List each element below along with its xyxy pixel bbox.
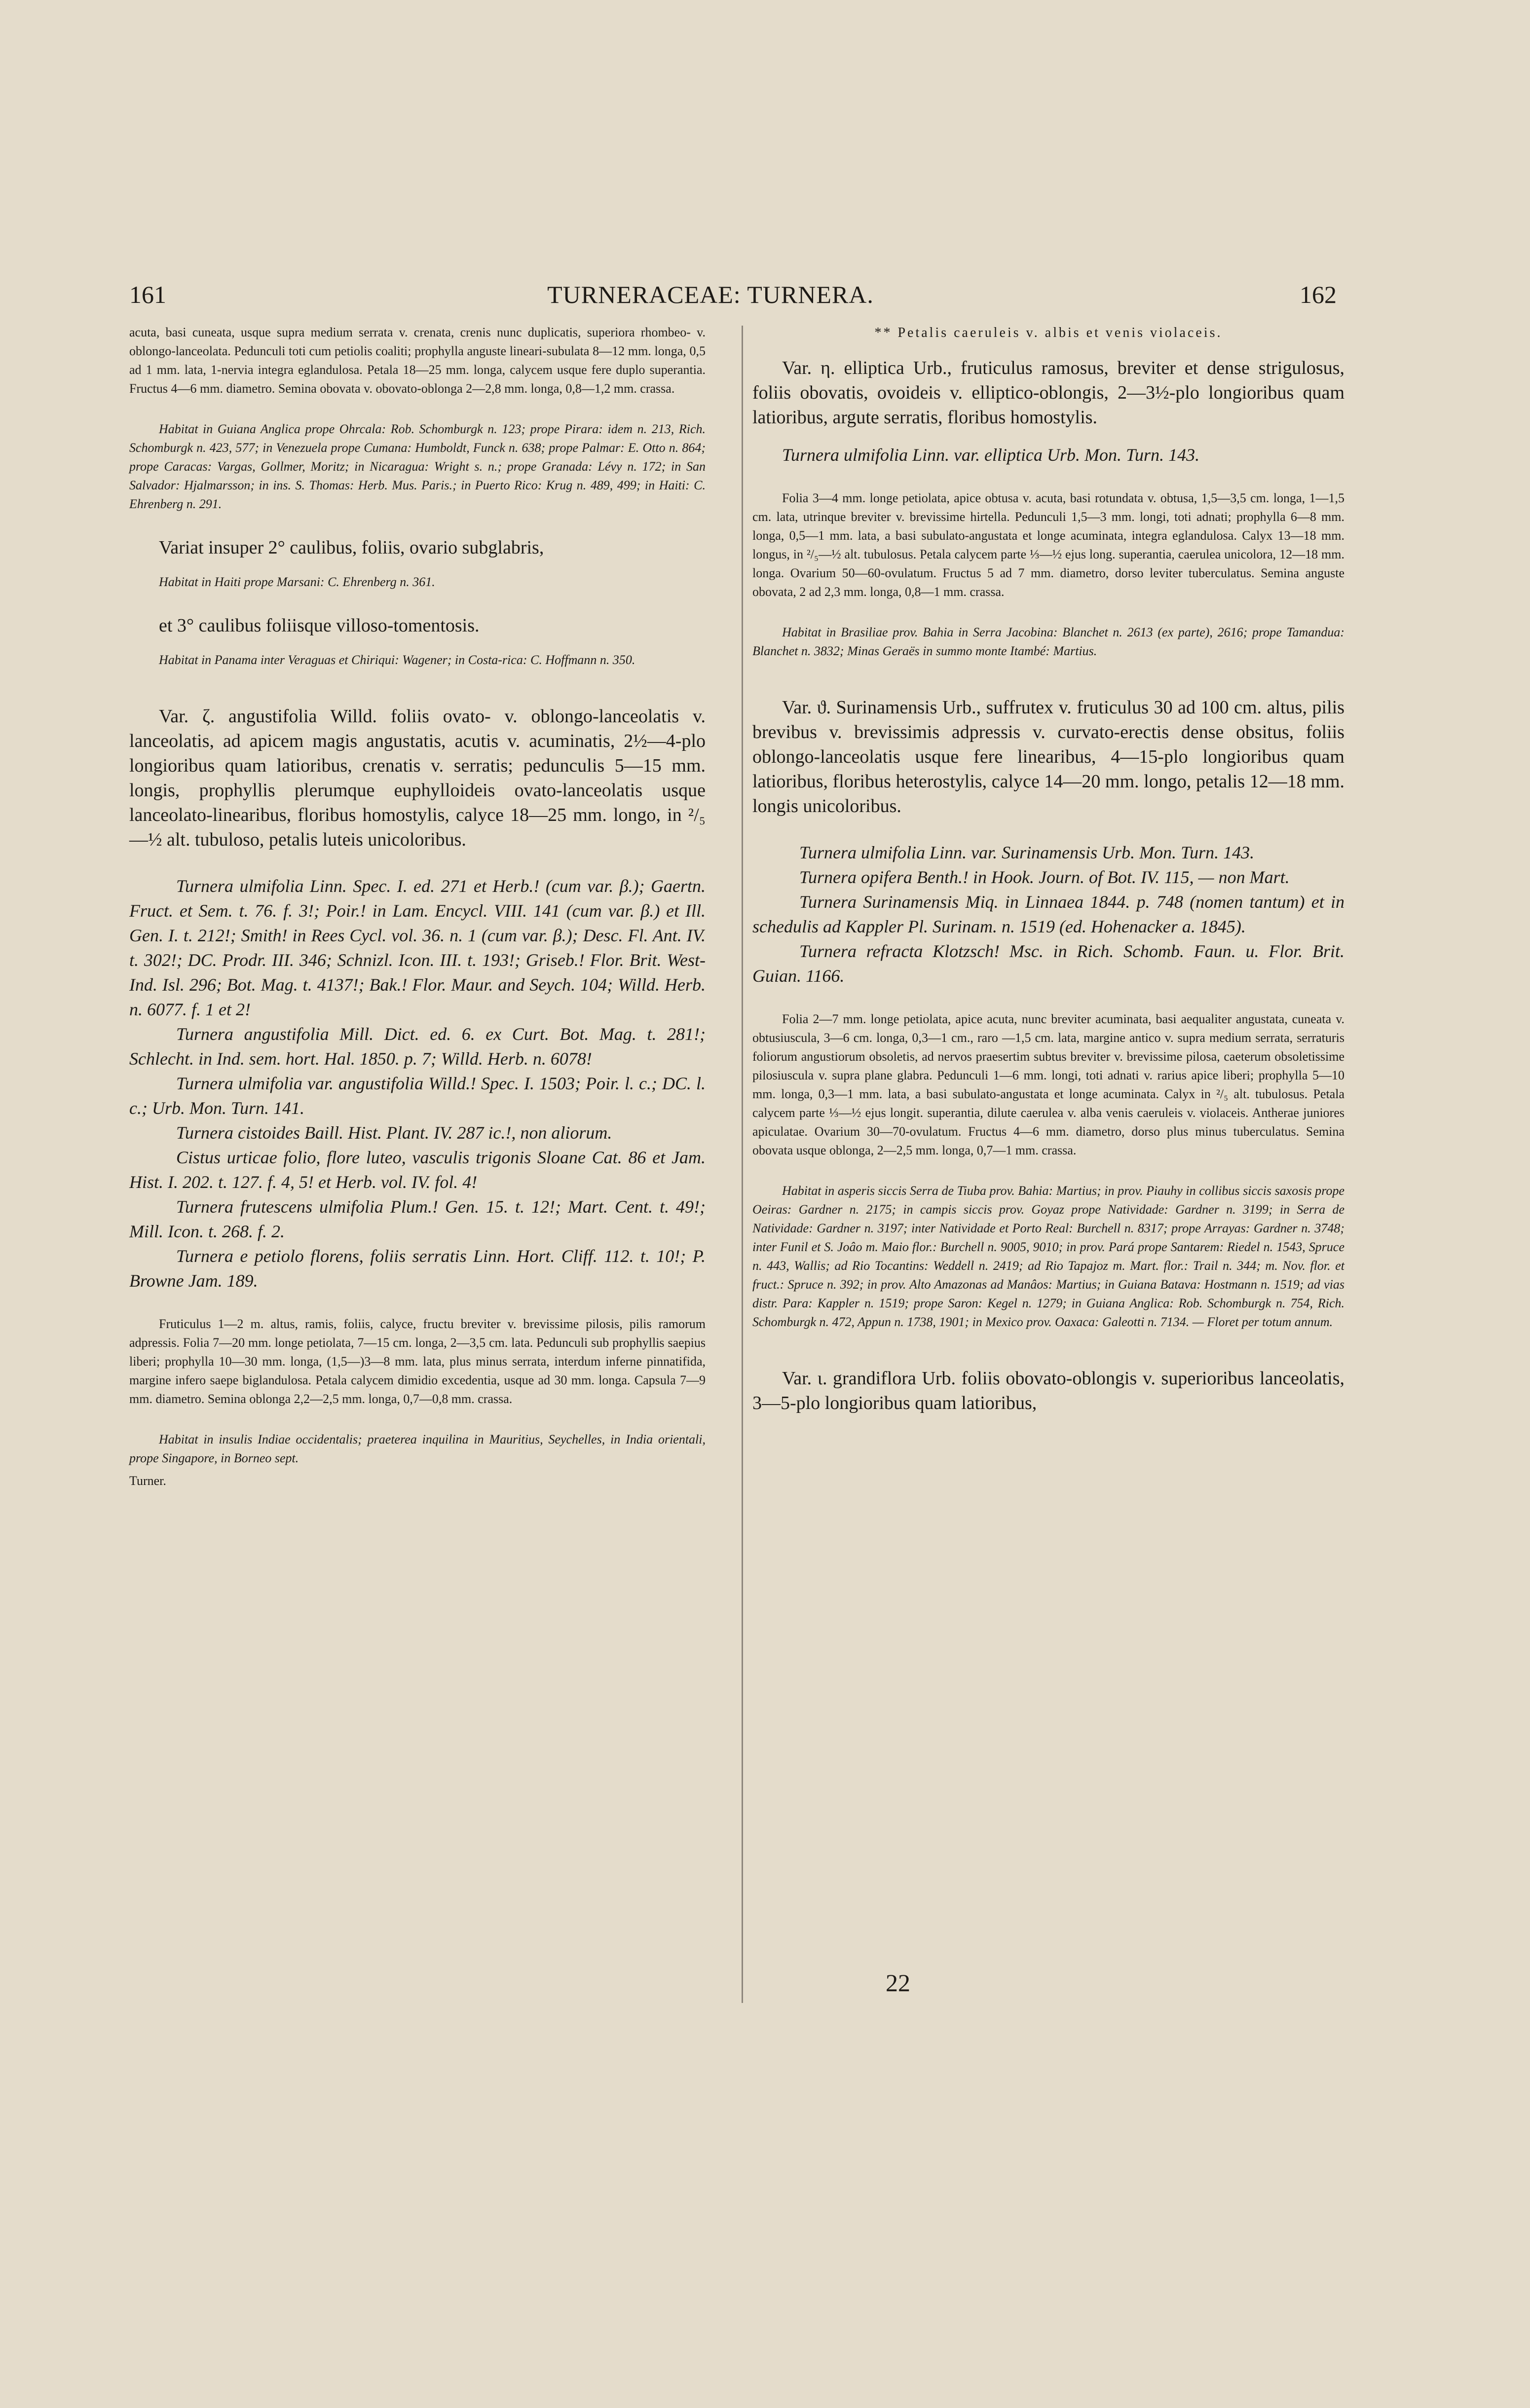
column-divider — [742, 326, 743, 2003]
synonym-reference: Turnera opifera Benth.! in Hook. Journ. of Bot. IV. 115, — non Mart. — [799, 867, 1290, 887]
variation-text: et 3° caulibus foliisque villoso-tomentosis. — [159, 615, 480, 636]
page-number-right: 162 — [1300, 281, 1337, 308]
synonym-reference: Turnera ulmifolia var. angustifolia Willd.! Spec. I. 1503; Poir. l. c.; DC. l. c.; Urb. Mon. Turn. 141. — [129, 1074, 706, 1118]
synonym-reference: Turnera ulmifolia Linn. var. elliptica Urb. Mon. Turn. 143. — [782, 445, 1200, 465]
synonym-reference: Turnera angustifolia Mill. Dict. ed. 6. ex Curt. Bot. Mag. t. 281!; Schlecht. in Ind. sem. hort. Hal. 1850. p. 7; Willd. Herb. n. 6078! — [129, 1024, 706, 1069]
right-column — [752, 323, 1344, 1415]
habitat-paragraph: Habitat in Panama inter Veraguas et Chiriqui: Wagener; in Costa-rica: C. Hoffmann n. 350. — [159, 653, 635, 667]
synonym-reference: Turnera e petiolo florens, foliis serratis Linn. Hort. Cliff. 112. t. 10!; P. Browne Jam. 189. — [129, 1246, 706, 1291]
synonym-reference: Turnera frutescens ulmifolia Plum.! Gen. 15. t. 12!; Mart. Cent. t. 49!; Mill. Icon. t. 268. f. 2. — [129, 1197, 706, 1241]
group-heading: ** Petalis caeruleis v. albis et venis violaceis. — [874, 325, 1223, 340]
synonym-reference: Turnera refracta Klotzsch! Msc. in Rich. Schomb. Faun. u. Flor. Brit. Guian. 1166. — [752, 941, 1344, 986]
habitat-paragraph: Habitat in Haiti prope Marsani: C. Ehrenberg n. 361. — [159, 575, 435, 589]
synonym-reference: Turnera ulmifolia Linn. Spec. I. ed. 271 et Herb.! (cum var. β.); Gaertn. Fruct. et Sem. t. 76. f. 3!; Poir.! in Lam. Encycl. VIII. 141 (cum var. β.) et Ill. Gen. I. t. 212!; Smith! in Rees Cycl. vol. 36. n. 1 (cum var. β.); Desc. Fl. Ant. IV. t. 302!; DC. Prodr. III. 346; Schnizl. Icon. III. t. 193!; Griseb.! Flor. Brit. West-Ind. Isl. 296; Bot. Mag. t. 4137!; Bak.! Flor. Maur. and Seych. 104; Willd. Herb. n. 6077. f. 1 et 2! — [129, 876, 706, 1019]
description-paragraph: Fruticulus 1—2 m. altus, ramis, foliis, calyce, fructu breviter v. brevissime pilosis, pilis ramorum adpressis. Folia 7—20 mm. longe petiolata, 7—15 cm. longa, 2—3,5 cm. lata. Pedunculi sub prophyllis saepius liberi; prophylla 10—30 mm. longa, (1,5—)3—8 mm. lata, plus minus serrata, interdum inferne pinnatifida, margine infero saepe biglandulosa. Petala calycem dimidio excedentia, usque ad 30 mm. longa. Capsula 7—9 mm. diametro. Semina oblonga 2,2—2,5 mm. longa, 0,7—0,8 mm. crassa. — [129, 1317, 706, 1406]
variety-paragraph: Var. ϑ. Surinamensis Urb., suffrutex v. fruticulus 30 ad 100 cm. altus, pilis brevibus v. brevissimis adpressis v. curvato-erectis dense obsitus, foliis oblongo-lanceolatis usque fere linearibus, 4—15-plo longioribus quam latioribus, floribus heterostylis, calyce 14—20 mm. longo, petalis 12—18 mm. longis unicoloribus. — [752, 697, 1344, 816]
variety-paragraph: Var. η. elliptica Urb., fruticulus ramosus, breviter et dense strigulosus, foliis obovatis, ovoideis v. elliptico-oblongis, 2—3½-plo longioribus quam latioribus, argute serratis, floribus homostylis. — [752, 358, 1344, 428]
description-paragraph: Folia 3—4 mm. longe petiolata, apice obtusa v. acuta, basi rotundata v. obtusa, 1,5—3,5 cm. longa, 1—1,5 cm. lata, utrinque breviter v. brevissime hirtella. Pedunculi 1,5—3 mm. longi, toti adnati; prophylla 6—8 mm. longa, 0,5—1 mm. lata, a basi subulato-angustata et longe acuminata, integra eglandulosa. Calyx 13—18 mm. longus, in ²/₅—½ alt. tubulosus. Petala calycem parte ⅓—½ ejus long. superantia, caerulea unicolora, 12—18 mm. longa. Ovarium 50—60-ovulatum. Fructus 5 ad 7 mm. diametro, dorso leviter tuberculatus. Semina anguste obovata, 2 ad 2,3 mm. longa, 0,8—1 mm. crassa. — [752, 491, 1344, 599]
synonym-reference: Turnera cistoides Baill. Hist. Plant. IV. 287 ic.!, non aliorum. — [176, 1123, 612, 1143]
habitat-paragraph: Habitat in Guiana Anglica prope Ohrcala: Rob. Schomburgk n. 123; prope Pirara: idem n. 213, Rich. Schomburgk n. 423, 577; in Venezuela prope Cumana: Humboldt, Funck n. 638; prope Palmar: E. Otto n. 864; prope Caracas: Vargas, Gollmer, Moritz; in Nicaragua: Wright s. n.; prope Granada: Lévy n. 172; in San Salvador: Hjalmarsson; in ins. S. Thomas: Herb. Mus. Paris.; in Puerto Rico: Krug n. 489, 499; in Haiti: C. Ehrenberg n. 291. — [129, 422, 706, 511]
variety-paragraph: Var. ζ. angustifolia Willd. foliis ovato- v. oblongo-lanceolatis v. lanceolatis, ad apicem magis angustatis, acutis v. acuminatis, 2½—4-plo longioribus quam latioribus, crenatis v. serratis; pedunculis 5—15 mm. longis, prophyllis plerumque euphylloideis ovato-lanceolatis usque lanceolato-linearibus, floribus homostylis, calyce 18—25 mm. longo, in ²/₅—½ alt. tubuloso, petalis luteis unicoloribus. — [129, 706, 706, 850]
description-paragraph: Folia 2—7 mm. longe petiolata, apice acuta, nunc breviter acuminata, basi aequaliter angustata, cuneata v. obtusiuscula, 3—6 cm. longa, 0,3—1 cm., raro —1,5 cm. lata, margine antico v. supra medium serrata, serraturis foliorum angustiorum obsoletis, ad nervos praesertim subtus breviter v. brevissime pilosa, caeterum obsoletissime pilosiuscula v. supra plane glabra. Pedunculi 1—6 mm. longi, toti adnati v. rarius apice liberi; prophylla 5—10 mm. longa, 0,3—1 mm. lata, a basi subulato-angustata et longe acuminata. Calyx in ²/₅ alt. tubulosus. Petala calycem parte ⅓—½ ejus longit. superantia, dilute caerulea v. alba venis caeruleis v. violaceis. Antherae juniores apiculatae. Ovarium 30—70-ovulatum. Fructus 4—6 mm. diametro, dorso plus minus tuberculatus. Semina obovata usque oblonga, 2—2,5 mm. longa, 0,7—1 mm. crassa. — [752, 1012, 1344, 1157]
synonym-list — [752, 840, 1344, 988]
synonym-reference: Cistus urticae folio, flore luteo, vasculis trigonis Sloane Cat. 86 et Jam. Hist. I. 202. t. 127. f. 4, 5! et Herb. vol. IV. fol. 4! — [129, 1148, 706, 1192]
author-footer: Turner. — [129, 1474, 166, 1488]
synonym-reference: Turnera Surinamensis Miq. in Linnaea 1844. p. 748 (nomen tantum) et in schedulis ad Kappler Pl. Surinam. n. 1519 (ed. Hohenacker a. 1845). — [752, 892, 1344, 936]
description-paragraph: acuta, basi cuneata, usque supra medium serrata v. crenata, crenis nunc duplicatis, superiora rhombeo- v. oblongo-lanceolata. Pedunculi toti cum petiolis coaliti; prophylla anguste lineari-subulata 8—12 mm. longa, 0,5 ad 1 mm. lata, 1-nervia integra eglandulosa. Petala 18—25 mm. longa, calycem usque fere duplo superantia. Fructus 4—6 mm. diametro. Semina obovata v. obovato-oblonga 2—2,8 mm. longa, 0,8—1,2 mm. crassa. — [129, 325, 706, 396]
habitat-paragraph: Habitat in insulis Indiae occidentalis; praeterea inquilina in Mauritius, Seychelles, in India orientali, prope Singapore, in Borneo sept. — [129, 1432, 706, 1465]
habitat-paragraph: Habitat in Brasiliae prov. Bahia in Serra Jacobina: Blanchet n. 2613 (ex parte), 2616; prope Tamandua: Blanchet n. 3832; Minas Geraës in summo monte Itambé: Martius. — [752, 625, 1344, 658]
synonym-reference: Turnera ulmifolia Linn. var. Surinamensis Urb. Mon. Turn. 143. — [799, 843, 1255, 862]
variation-text: Variat insuper 2° caulibus, foliis, ovario subglabris, — [159, 537, 544, 558]
variety-paragraph: Var. ι. grandiflora Urb. foliis obovato-oblongis v. superioribus lanceolatis, 3—5-plo longioribus quam latioribus, — [752, 1368, 1344, 1413]
page-number-left: 161 — [129, 281, 166, 308]
synonym-list — [129, 874, 706, 1293]
left-column — [129, 323, 706, 1490]
habitat-paragraph: Habitat in asperis siccis Serra de Tiuba prov. Bahia: Martius; in prov. Piauhy in collibus siccis saxosis prope Oeiras: Gardner n. 2175; in campis siccis prov. Goyaz prope Natividade: Gardner n. 3199; in Serra de Natividade: Gardner n. 3197; inter Natividade et Porto Real: Burchell n. 8317; prope Arrayas: Gardner n. 3748; inter Funil et S. Joâo m. Maio flor.: Burchell n. 9005, 9010; in prov. Pará prope Santarem: Riedel n. 1543, Spruce n. 443, Wallis; ad Rio Tocantins: Weddell n. 2419; ad Rio Tapajoz m. Mart. flor.: Trail n. 344; m. Nov. flor. et fruct.: Spruce n. 392; in prov. Alto Amazonas ad Manâos: Martius; in Guiana Batava: Hostmann n. 1519; ad vias distr. Para: Kappler n. 1519; prope Saron: Kegel n. 1279; in Guiana Anglica: Rob. Schomburgk n. 754, Rich. Schomburgk n. 472, Appun n. 1738, 1901; in Mexico prov. Oaxaca: Galeotti n. 7134. — Floret per totum annum. — [752, 1184, 1344, 1329]
running-title: TURNERACEAE: TURNERA. — [547, 281, 874, 308]
signature-number: 22 — [886, 1969, 910, 1997]
